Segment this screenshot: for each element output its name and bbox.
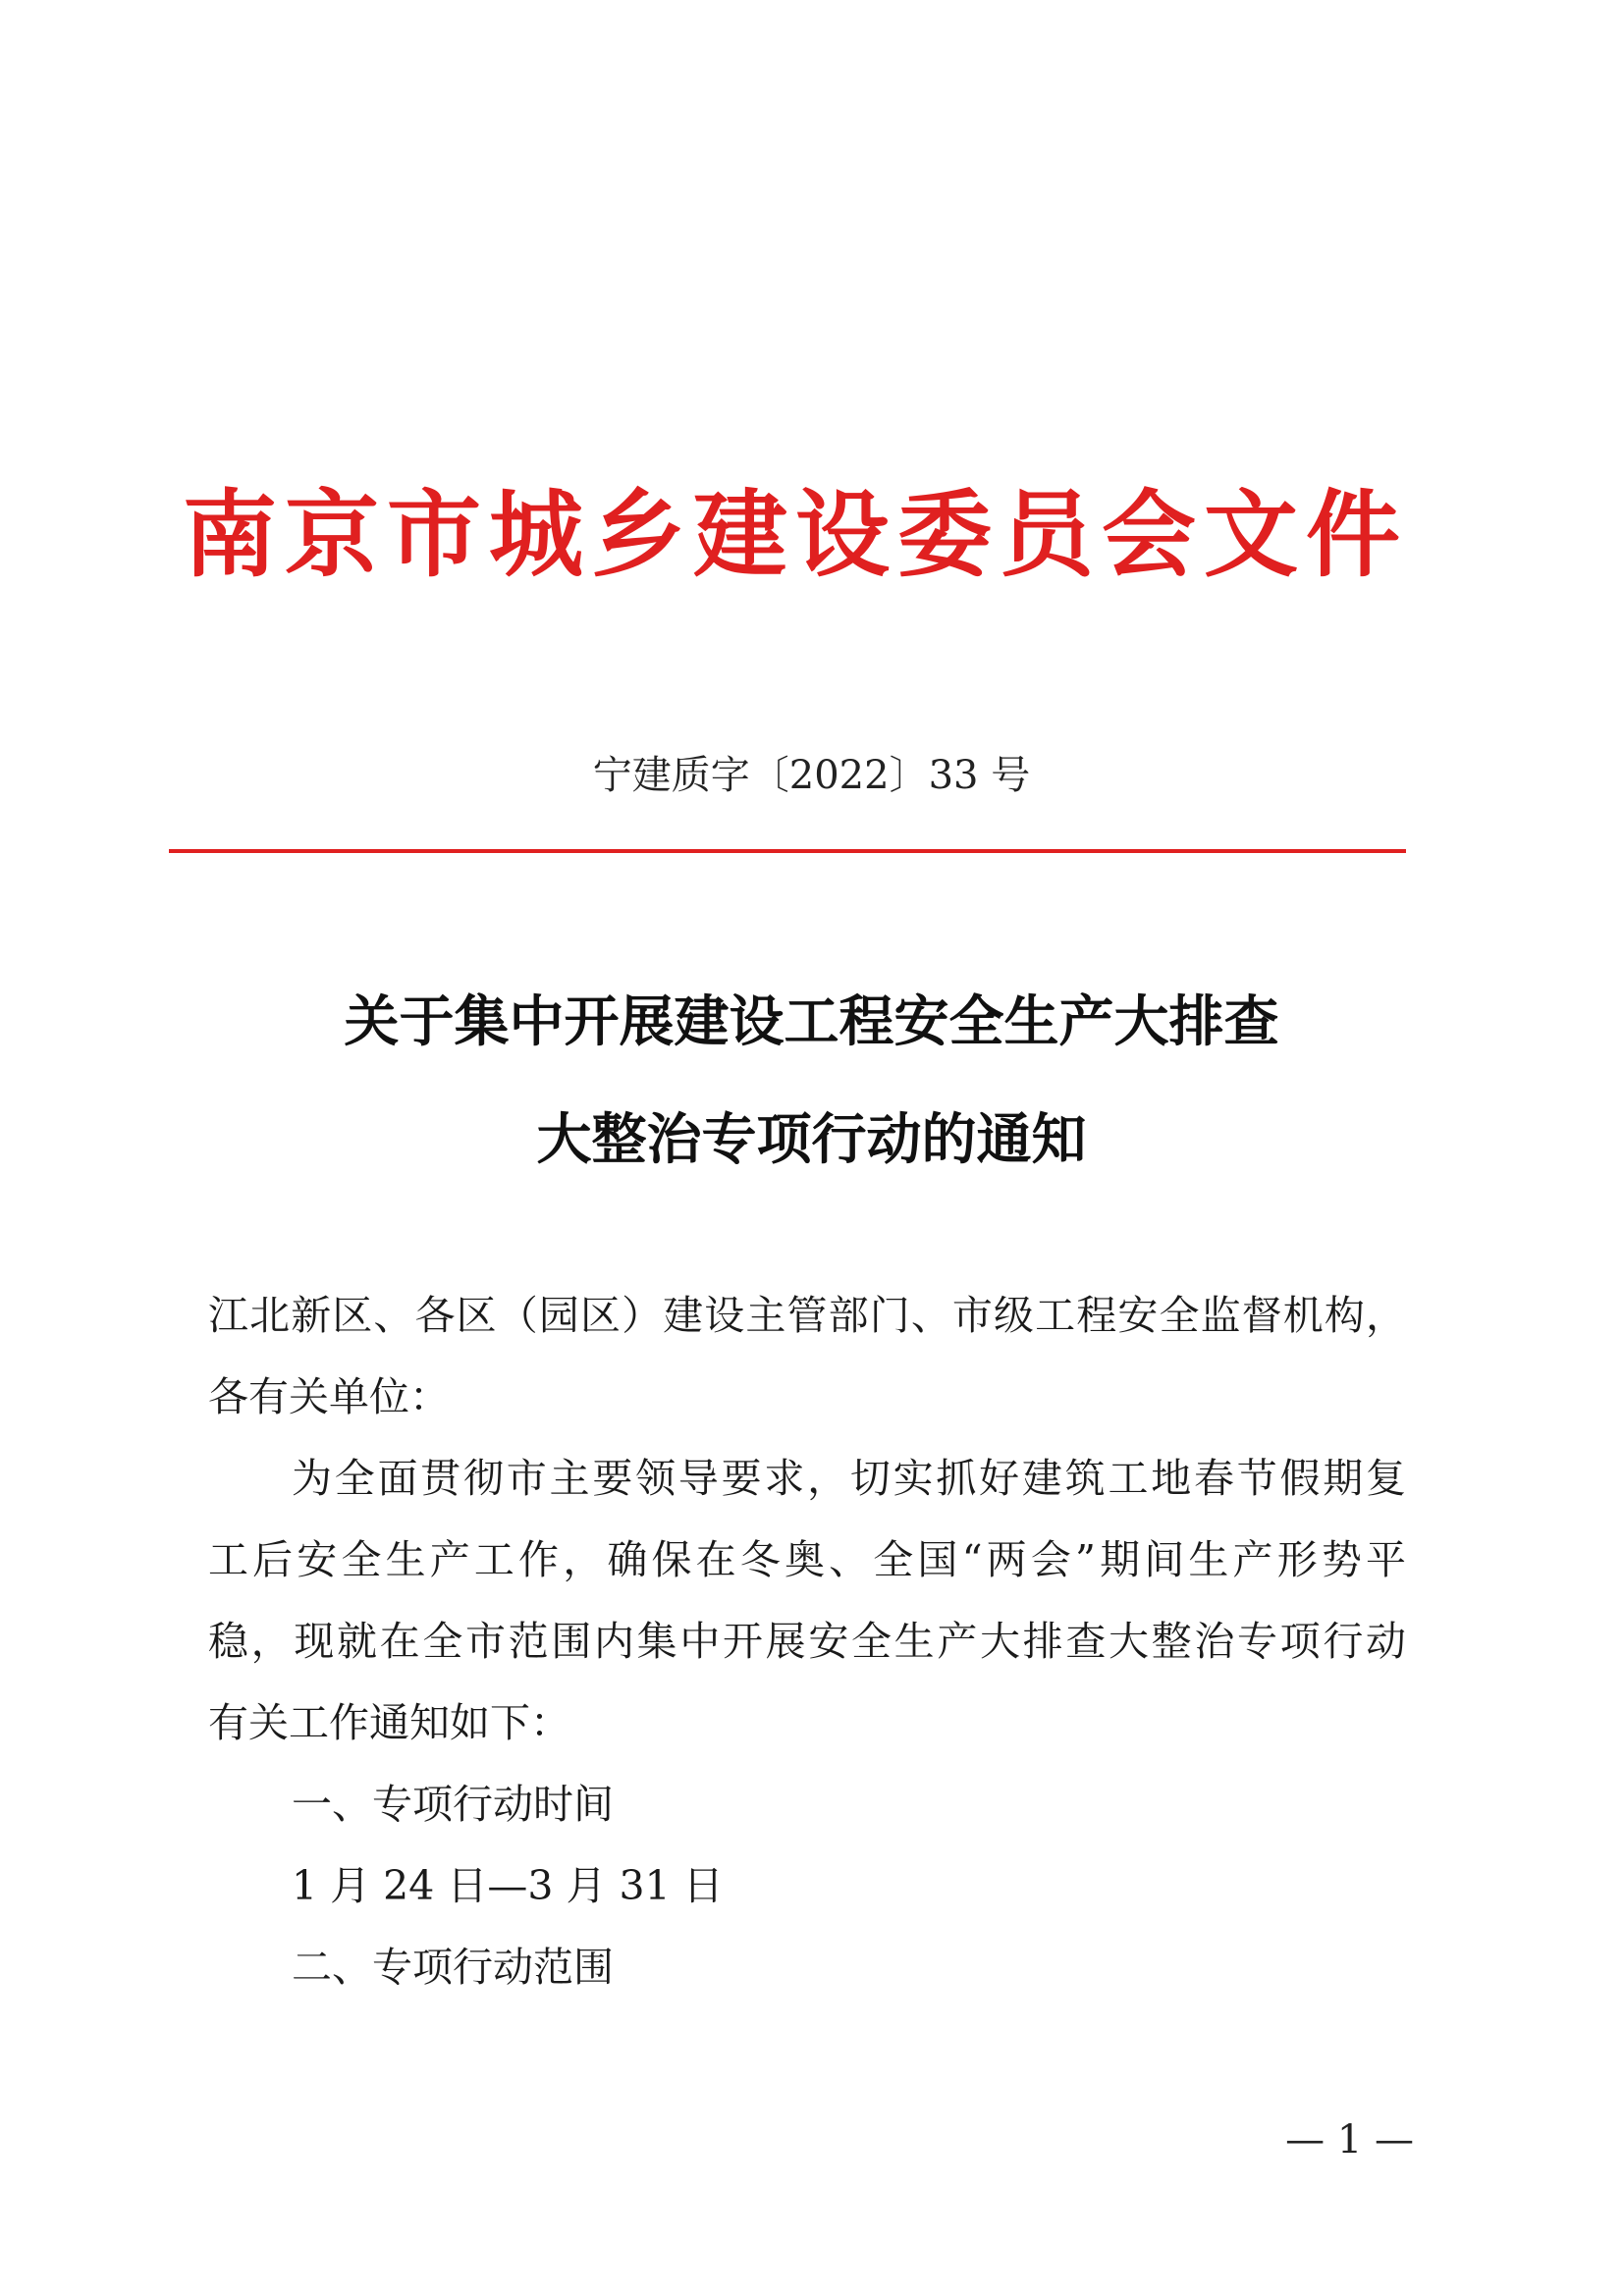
salutation-line-2: 各有关单位： bbox=[208, 1373, 450, 1420]
document-title-line-2: 大整治专项行动的通知 bbox=[536, 1107, 1087, 1172]
document-title-line-1: 关于集中开展建设工程安全生产大排查 bbox=[344, 989, 1279, 1054]
paragraph-1-line-3: 稳，现就在全市范围内集中开展安全生产大排查大整治专项行动 bbox=[208, 1618, 1406, 1665]
paragraph-1-line-1: 为全面贯彻市主要领导要求，切实抓好建筑工地春节假期复 bbox=[292, 1455, 1406, 1502]
section-2-heading: 二、专项行动范围 bbox=[292, 1944, 614, 1991]
section-1-heading: 一、专项行动时间 bbox=[292, 1781, 614, 1828]
page-number: — 1 — bbox=[1285, 2117, 1414, 2163]
section-1-content: 1 月 24 日—3 月 31 日 bbox=[292, 1862, 724, 1909]
issuer-header-title: 南京市城乡建设委员会文件 bbox=[183, 480, 1408, 590]
paragraph-1-line-2: 工后安全生产工作，确保在冬奥、全国“两会”期间生产形势平 bbox=[208, 1536, 1406, 1583]
salutation-line-1: 江北新区、各区（园区）建设主管部门、市级工程安全监督机构， bbox=[208, 1292, 1406, 1339]
paragraph-1-line-4: 有关工作通知如下： bbox=[208, 1699, 570, 1746]
red-separator-line bbox=[169, 849, 1406, 853]
document-number: 宁建质字〔2022〕33 号 bbox=[592, 753, 1031, 798]
